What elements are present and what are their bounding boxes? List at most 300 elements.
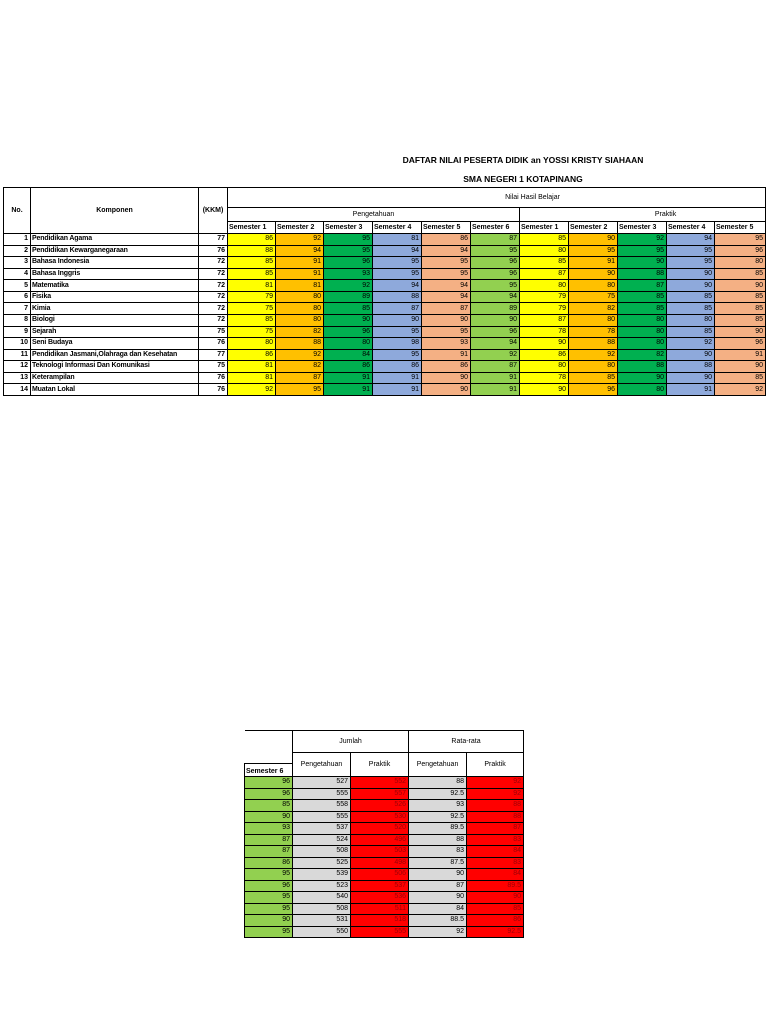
semester-6-value: 85 [245,800,293,812]
header-rata-rata-pengetahuan: Pengetahuan [409,753,467,777]
praktik-grade-cell: 79 [520,303,569,315]
header-praktik: Praktik [520,208,766,222]
pengetahuan-grade-cell: 81 [228,372,276,384]
header-jumlah-praktik: Praktik [351,753,409,777]
praktik-grade-cell: 87 [618,280,667,292]
semester-6-value: 96 [245,880,293,892]
rata-rata-praktik-value: 83 [467,857,524,869]
row-number: 10 [4,338,31,350]
praktik-grade-cell: 85 [667,326,715,338]
header-pengetahuan-semester: Semester 5 [422,222,471,234]
summary-row [245,903,524,915]
rata-rata-pengetahuan-value: 90 [409,892,467,904]
pengetahuan-grade-cell: 91 [324,372,373,384]
praktik-grade-cell: 96 [715,245,766,257]
pengetahuan-grade-cell: 89 [471,303,520,315]
rata-rata-pengetahuan-value: 88.5 [409,915,467,927]
header-kkm: (KKM) [199,188,228,234]
pengetahuan-grade-cell: 85 [228,268,276,280]
pengetahuan-grade-cell: 82 [276,326,324,338]
pengetahuan-grade-cell: 95 [324,234,373,246]
pengetahuan-grade-cell: 91 [324,384,373,396]
pengetahuan-grade-cell: 86 [324,361,373,373]
summary-row [245,880,524,892]
jumlah-praktik-value: 498 [351,857,409,869]
praktik-grade-cell: 78 [520,372,569,384]
kkm-value: 76 [199,384,228,396]
pengetahuan-grade-cell: 94 [422,291,471,303]
pengetahuan-grade-cell: 95 [373,257,422,269]
praktik-grade-cell: 80 [715,257,766,269]
grade-row [4,291,766,303]
pengetahuan-grade-cell: 88 [373,291,422,303]
document-title: DAFTAR NILAI PESERTA DIDIK an YOSSI KRISTY SIAHAAN [402,155,644,165]
jumlah-pengetahuan-value: 527 [293,777,351,789]
grades-body [4,234,766,396]
jumlah-pengetahuan-value: 540 [293,892,351,904]
pengetahuan-grade-cell: 91 [471,372,520,384]
jumlah-pengetahuan-value: 550 [293,926,351,938]
kkm-value: 72 [199,314,228,326]
pengetahuan-grade-cell: 90 [373,314,422,326]
praktik-grade-cell: 75 [569,291,618,303]
pengetahuan-grade-cell: 91 [422,349,471,361]
praktik-grade-cell: 91 [569,257,618,269]
praktik-grade-cell: 85 [715,314,766,326]
jumlah-pengetahuan-value: 539 [293,869,351,881]
header-komponen: Komponen [31,188,199,234]
pengetahuan-grade-cell: 91 [471,384,520,396]
pengetahuan-grade-cell: 80 [228,338,276,350]
rata-rata-praktik-value: 88 [467,811,524,823]
jumlah-praktik-value: 518 [351,915,409,927]
rata-rata-pengetahuan-value: 92.5 [409,788,467,800]
praktik-grade-cell: 80 [569,361,618,373]
subject-name: Bahasa Inggris [31,268,199,280]
subject-name: Sejarah [31,326,199,338]
praktik-grade-cell: 90 [520,338,569,350]
summary-row [245,926,524,938]
pengetahuan-grade-cell: 96 [471,268,520,280]
grades-header-row [4,188,766,208]
praktik-grade-cell: 87 [520,268,569,280]
praktik-grade-cell: 80 [618,338,667,350]
semester-6-value: 90 [245,811,293,823]
praktik-grade-cell: 95 [569,245,618,257]
praktik-grade-cell: 96 [569,384,618,396]
pengetahuan-grade-cell: 92 [228,384,276,396]
pengetahuan-grade-cell: 86 [373,361,422,373]
praktik-grade-cell: 92 [618,234,667,246]
praktik-grade-cell: 90 [667,349,715,361]
kkm-value: 72 [199,280,228,292]
pengetahuan-grade-cell: 87 [422,303,471,315]
header-nilai-hasil-belajar: Nilai Hasil Belajar [228,188,766,208]
praktik-grade-cell: 78 [569,326,618,338]
row-number: 11 [4,349,31,361]
praktik-grade-cell: 91 [715,349,766,361]
jumlah-pengetahuan-value: 508 [293,846,351,858]
rata-rata-pengetahuan-value: 88 [409,834,467,846]
pengetahuan-grade-cell: 87 [471,361,520,373]
kkm-value: 75 [199,361,228,373]
pengetahuan-grade-cell: 96 [471,326,520,338]
praktik-grade-cell: 88 [569,338,618,350]
summary-body [245,777,524,938]
praktik-grade-cell: 90 [520,384,569,396]
kkm-value: 76 [199,338,228,350]
pengetahuan-grade-cell: 96 [471,257,520,269]
grade-row [4,338,766,350]
summary-row [245,857,524,869]
pengetahuan-grade-cell: 88 [228,245,276,257]
grade-row [4,326,766,338]
jumlah-pengetahuan-value: 555 [293,811,351,823]
header-jumlah: Jumlah [293,731,409,753]
summary-row [245,834,524,846]
praktik-grade-cell: 88 [618,268,667,280]
pengetahuan-grade-cell: 91 [373,372,422,384]
header-rata-rata: Rata-rata [409,731,524,753]
summary-row [245,869,524,881]
grade-row [4,268,766,280]
row-number: 7 [4,303,31,315]
rata-rata-praktik-value: 87 [467,823,524,835]
row-number: 4 [4,268,31,280]
semester-6-value: 86 [245,857,293,869]
praktik-grade-cell: 90 [618,257,667,269]
subject-name: Biologi [31,314,199,326]
pengetahuan-grade-cell: 88 [276,338,324,350]
praktik-grade-cell: 80 [569,314,618,326]
summary-table [244,730,524,938]
kkm-value: 77 [199,349,228,361]
header-semester-6: Semester 6 [245,764,293,777]
praktik-grade-cell: 82 [569,303,618,315]
pengetahuan-grade-cell: 95 [471,245,520,257]
rata-rata-praktik-value: 92 [467,788,524,800]
summary-row [245,823,524,835]
praktik-grade-cell: 92 [715,384,766,396]
praktik-grade-cell: 78 [520,326,569,338]
pengetahuan-grade-cell: 96 [324,257,373,269]
pengetahuan-grade-cell: 85 [228,257,276,269]
kkm-value: 77 [199,234,228,246]
pengetahuan-grade-cell: 94 [471,338,520,350]
pengetahuan-grade-cell: 94 [373,245,422,257]
praktik-grade-cell: 79 [520,291,569,303]
pengetahuan-grade-cell: 90 [422,384,471,396]
pengetahuan-grade-cell: 91 [276,257,324,269]
praktik-grade-cell: 80 [520,280,569,292]
summary-row [245,892,524,904]
jumlah-praktik-value: 536 [351,892,409,904]
header-no: No. [4,188,31,234]
header-praktik-semester: Semester 4 [667,222,715,234]
praktik-grade-cell: 90 [715,326,766,338]
pengetahuan-grade-cell: 90 [324,314,373,326]
jumlah-praktik-value: 555 [351,926,409,938]
praktik-grade-cell: 80 [618,314,667,326]
rata-rata-praktik-value: 88 [467,800,524,812]
jumlah-praktik-value: 526 [351,800,409,812]
pengetahuan-grade-cell: 86 [228,234,276,246]
praktik-grade-cell: 85 [715,291,766,303]
kkm-value: 76 [199,245,228,257]
header-praktik-semester: Semester 2 [569,222,618,234]
semester-6-value: 95 [245,926,293,938]
pengetahuan-grade-cell: 87 [471,234,520,246]
semester-6-value: 96 [245,788,293,800]
header-pengetahuan: Pengetahuan [228,208,520,222]
row-number: 9 [4,326,31,338]
pengetahuan-grade-cell: 81 [276,280,324,292]
pengetahuan-grade-cell: 80 [276,303,324,315]
jumlah-pengetahuan-value: 523 [293,880,351,892]
rata-rata-praktik-value: 83 [467,834,524,846]
pengetahuan-grade-cell: 92 [276,234,324,246]
jumlah-praktik-value: 557 [351,788,409,800]
jumlah-pengetahuan-value: 555 [293,788,351,800]
header-pengetahuan-semester: Semester 2 [276,222,324,234]
grade-row [4,384,766,396]
pengetahuan-grade-cell: 87 [276,372,324,384]
rata-rata-praktik-value: 92 [467,777,524,789]
grade-row [4,372,766,384]
summary-header-row [245,731,524,753]
grade-row [4,314,766,326]
pengetahuan-grade-cell: 95 [422,326,471,338]
pengetahuan-grade-cell: 90 [471,314,520,326]
semester-6-value: 95 [245,892,293,904]
row-number: 14 [4,384,31,396]
praktik-grade-cell: 95 [667,257,715,269]
pengetahuan-grade-cell: 86 [228,349,276,361]
summary-row [245,846,524,858]
rata-rata-pengetahuan-value: 87.5 [409,857,467,869]
praktik-grade-cell: 85 [569,372,618,384]
pengetahuan-grade-cell: 95 [422,268,471,280]
kkm-value: 72 [199,257,228,269]
grades-table [3,187,766,396]
subject-name: Fisika [31,291,199,303]
grade-row [4,234,766,246]
row-number: 12 [4,361,31,373]
jumlah-praktik-value: 552 [351,777,409,789]
rata-rata-praktik-value: 89.5 [467,880,524,892]
rata-rata-pengetahuan-value: 84 [409,903,467,915]
rata-rata-pengetahuan-value: 93 [409,800,467,812]
rata-rata-pengetahuan-value: 89.5 [409,823,467,835]
rata-rata-pengetahuan-value: 92 [409,926,467,938]
semester-6-value: 95 [245,903,293,915]
jumlah-praktik-value: 530 [351,811,409,823]
praktik-grade-cell: 80 [618,326,667,338]
pengetahuan-grade-cell: 79 [228,291,276,303]
kkm-value: 72 [199,303,228,315]
praktik-grade-cell: 90 [667,268,715,280]
praktik-grade-cell: 96 [715,338,766,350]
semester-6-value: 95 [245,869,293,881]
header-pengetahuan-semester: Semester 1 [228,222,276,234]
pengetahuan-grade-cell: 96 [324,326,373,338]
pengetahuan-grade-cell: 84 [324,349,373,361]
praktik-grade-cell: 92 [667,338,715,350]
header-pengetahuan-semester: Semester 6 [471,222,520,234]
semester-6-value: 90 [245,915,293,927]
row-number: 1 [4,234,31,246]
jumlah-praktik-value: 511 [351,903,409,915]
summary-row [245,811,524,823]
semester-6-value: 93 [245,823,293,835]
subject-name: Muatan Lokal [31,384,199,396]
row-number: 8 [4,314,31,326]
pengetahuan-grade-cell: 86 [422,361,471,373]
rata-rata-praktik-value: 85 [467,903,524,915]
pengetahuan-grade-cell: 80 [276,314,324,326]
praktik-grade-cell: 85 [618,303,667,315]
praktik-grade-cell: 80 [618,384,667,396]
pengetahuan-grade-cell: 92 [471,349,520,361]
praktik-grade-cell: 85 [520,234,569,246]
summary-row [245,800,524,812]
rata-rata-praktik-value: 86 [467,915,524,927]
pengetahuan-grade-cell: 95 [373,326,422,338]
jumlah-praktik-value: 496 [351,834,409,846]
subject-name: Seni Budaya [31,338,199,350]
pengetahuan-grade-cell: 94 [422,280,471,292]
pengetahuan-grade-cell: 82 [276,361,324,373]
praktik-grade-cell: 94 [667,234,715,246]
jumlah-praktik-value: 537 [351,880,409,892]
kkm-value: 75 [199,326,228,338]
subject-name: Teknologi Informasi Dan Komunikasi [31,361,199,373]
jumlah-pengetahuan-value: 558 [293,800,351,812]
pengetahuan-grade-cell: 85 [324,303,373,315]
subject-name: Keterampilan [31,372,199,384]
row-number: 13 [4,372,31,384]
praktik-grade-cell: 85 [715,372,766,384]
pengetahuan-grade-cell: 81 [228,280,276,292]
summary-corner-cell [245,731,293,764]
pengetahuan-grade-cell: 95 [471,280,520,292]
pengetahuan-grade-cell: 98 [373,338,422,350]
pengetahuan-grade-cell: 94 [471,291,520,303]
praktik-grade-cell: 90 [667,372,715,384]
rata-rata-pengetahuan-value: 83 [409,846,467,858]
jumlah-praktik-value: 503 [351,846,409,858]
pengetahuan-grade-cell: 93 [422,338,471,350]
jumlah-pengetahuan-value: 525 [293,857,351,869]
jumlah-pengetahuan-value: 537 [293,823,351,835]
praktik-grade-cell: 91 [667,384,715,396]
rata-rata-praktik-value: 84 [467,869,524,881]
jumlah-praktik-value: 520 [351,823,409,835]
subject-name: Matematika [31,280,199,292]
praktik-grade-cell: 95 [667,245,715,257]
school-name: SMA NEGERI 1 KOTAPINANG [463,174,583,184]
pengetahuan-grade-cell: 81 [228,361,276,373]
rata-rata-praktik-value: 84 [467,846,524,858]
praktik-grade-cell: 80 [569,280,618,292]
praktik-grade-cell: 90 [715,280,766,292]
semester-6-value: 87 [245,846,293,858]
pengetahuan-grade-cell: 92 [324,280,373,292]
pengetahuan-grade-cell: 93 [324,268,373,280]
rata-rata-pengetahuan-value: 90 [409,869,467,881]
grade-row [4,280,766,292]
header-praktik-semester: Semester 1 [520,222,569,234]
praktik-grade-cell: 88 [667,361,715,373]
pengetahuan-grade-cell: 80 [324,338,373,350]
praktik-grade-cell: 90 [667,280,715,292]
pengetahuan-grade-cell: 91 [276,268,324,280]
jumlah-pengetahuan-value: 508 [293,903,351,915]
praktik-grade-cell: 82 [618,349,667,361]
pengetahuan-grade-cell: 87 [373,303,422,315]
pengetahuan-grade-cell: 85 [228,314,276,326]
praktik-grade-cell: 85 [667,291,715,303]
subject-name: Kimia [31,303,199,315]
row-number: 6 [4,291,31,303]
kkm-value: 72 [199,291,228,303]
praktik-grade-cell: 85 [667,303,715,315]
jumlah-praktik-value: 506 [351,869,409,881]
pengetahuan-grade-cell: 92 [276,349,324,361]
header-praktik-semester: Semester 5 [715,222,766,234]
praktik-grade-cell: 92 [569,349,618,361]
praktik-grade-cell: 80 [520,361,569,373]
pengetahuan-grade-cell: 94 [422,245,471,257]
pengetahuan-grade-cell: 90 [422,314,471,326]
summary-row [245,777,524,789]
row-number: 5 [4,280,31,292]
praktik-grade-cell: 85 [618,291,667,303]
header-pengetahuan-semester: Semester 3 [324,222,373,234]
praktik-grade-cell: 90 [618,372,667,384]
pengetahuan-grade-cell: 81 [373,234,422,246]
praktik-grade-cell: 80 [667,314,715,326]
header-jumlah-pengetahuan: Pengetahuan [293,753,351,777]
summary-row [245,788,524,800]
praktik-grade-cell: 95 [618,245,667,257]
pengetahuan-grade-cell: 89 [324,291,373,303]
pengetahuan-grade-cell: 75 [228,326,276,338]
semester-6-value: 87 [245,834,293,846]
praktik-grade-cell: 90 [569,268,618,280]
rata-rata-pengetahuan-value: 88 [409,777,467,789]
pengetahuan-grade-cell: 90 [422,372,471,384]
praktik-grade-cell: 95 [715,234,766,246]
summary-row [245,915,524,927]
praktik-grade-cell: 88 [618,361,667,373]
praktik-grade-cell: 80 [520,245,569,257]
subject-name: Pendidikan Agama [31,234,199,246]
pengetahuan-grade-cell: 86 [422,234,471,246]
pengetahuan-grade-cell: 95 [324,245,373,257]
praktik-grade-cell: 86 [520,349,569,361]
grade-row [4,257,766,269]
pengetahuan-grade-cell: 80 [276,291,324,303]
row-number: 2 [4,245,31,257]
pengetahuan-grade-cell: 94 [276,245,324,257]
pengetahuan-grade-cell: 95 [373,349,422,361]
pengetahuan-grade-cell: 95 [422,257,471,269]
rata-rata-pengetahuan-value: 92.5 [409,811,467,823]
semester-6-value: 96 [245,777,293,789]
grade-row [4,361,766,373]
header-praktik-semester: Semester 3 [618,222,667,234]
